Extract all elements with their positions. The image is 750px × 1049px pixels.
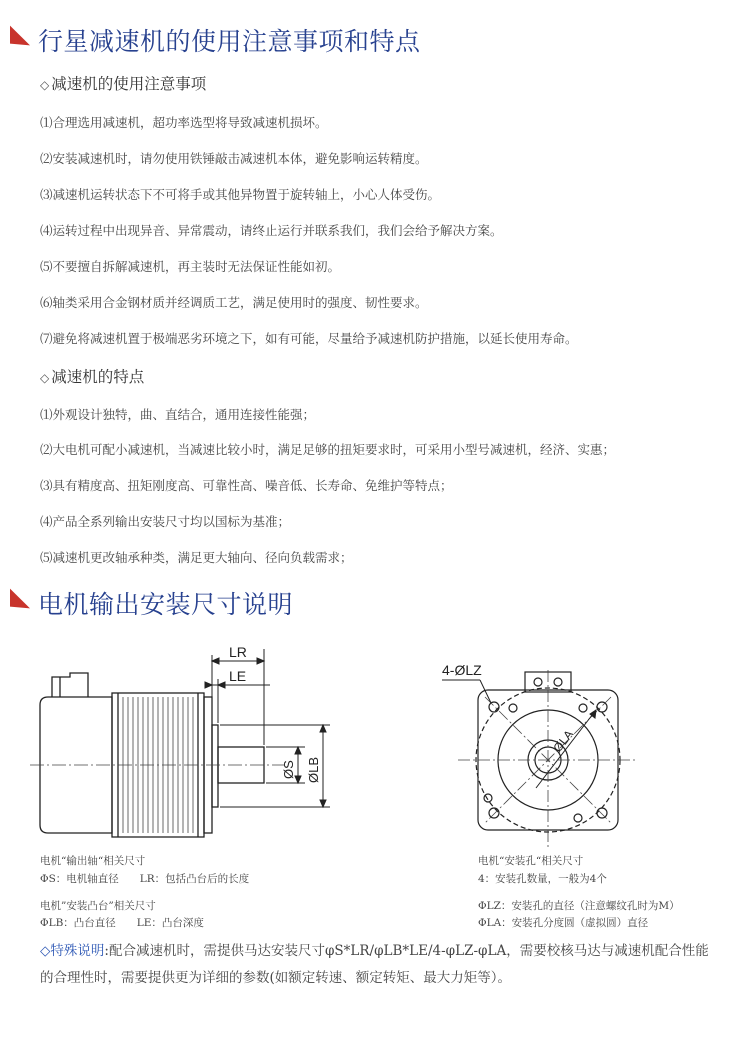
subheading-notes — [40, 72, 206, 94]
caption-holes-heading: 电机“安装孔“相关尺寸 — [478, 855, 584, 867]
dim-label-la: ØLA — [550, 727, 577, 755]
section-title-text: 电机输出安装尺寸说明 — [38, 590, 294, 619]
list-item: ⑵安装减速机时，请勿使用铁锤敲击减速机本体，避免影响运转精度。 — [40, 151, 428, 166]
caption-holes-diameter: ΦLZ：安装孔的直径（注意螺纹孔时为M） — [478, 900, 680, 912]
special-note-text: :配合减速机时，需提供马达安装尺寸φS*LR/φLB*LE/4-φLZ-φLA，需要校核马达与减速机配合性能的合理性时，需要提供更为详细的参数(如额定转速、额定转矩、最大力矩等）。 — [40, 943, 709, 986]
dim-label-s: ØS — [281, 760, 296, 779]
list-item: ⑷运转过程中出现异音、异常震动，请终止运行并联系我们，我们会给予解决方案。 — [40, 223, 503, 238]
caption-boss-heading: 电机”安装凸台”相关尺寸 — [40, 900, 156, 912]
caption-boss-detail: ΦLB：凸台直径 LE：凸台深度 — [40, 917, 204, 929]
list-item: ⑹轴类采用合金钢材质并经调质工艺，满足使用时的强度、韧性要求。 — [40, 295, 428, 310]
section-title-notes — [10, 22, 421, 58]
caption-holes-count: 4：安装孔数量，一般为4个 — [478, 873, 607, 885]
dim-label-lr: LR — [229, 644, 247, 660]
caption-shaft-detail: ΦS：电机轴直径 LR：包括凸台后的长度 — [40, 873, 250, 885]
dim-label-le: LE — [229, 668, 247, 684]
list-item: ⑶减速机运转状态下不可将手或其他异物置于旋转轴上，小心人体受伤。 — [40, 187, 441, 202]
list-item: ⑸不要擅自拆解减速机，再主装时无法保证性能如初。 — [40, 259, 341, 274]
special-note — [40, 938, 710, 992]
subheading-features — [40, 365, 144, 387]
motor-side-view-diagram — [30, 635, 360, 850]
section-title-text: 行星减速机的使用注意事项和特点 — [38, 27, 421, 56]
diamond-bullet-icon: ◇ — [40, 78, 50, 92]
caption-holes-pitch: ΦLA：安装孔分度圆（虚拟圆）直径 — [478, 917, 649, 929]
caption-shaft-heading: 电机“输出轴“相关尺寸 — [40, 855, 146, 867]
list-item: ⑶具有精度高、扭矩刚度高、可靠性高、噪音低、长寿命、免维护等特点； — [40, 478, 453, 493]
dim-label-lb: ØLB — [306, 756, 321, 783]
motor-front-view-diagram — [430, 650, 640, 850]
list-item: ⑵大电机可配小减速机，当减速比较小时，满足足够的扭矩要求时，可采用小型号减速机，经济、实惠； — [40, 442, 616, 457]
section-title-dimensions — [10, 585, 293, 621]
list-item: ⑸减速机更改轴承种类，满足更大轴向、径向负载需求； — [40, 550, 353, 565]
special-note-label: ◇特殊说明 — [40, 943, 105, 959]
red-triangle-marker-icon — [10, 26, 30, 55]
list-item: ⑺避免将减速机置于极端恶劣环境之下，如有可能，尽量给予减速机防护措施，以延长使用寿命。 — [40, 331, 578, 346]
list-item: ⑷产品全系列输出安装尺寸均以国标为基准； — [40, 514, 291, 529]
subheading-text: 减速机的特点 — [51, 368, 145, 386]
red-triangle-marker-icon — [10, 589, 30, 618]
diamond-bullet-icon: ◇ — [40, 371, 50, 385]
list-item: ⑴合理选用减速机，超功率选型将导致减速机损坏。 — [40, 115, 328, 130]
dim-label-lz: 4-ØLZ — [442, 662, 482, 678]
subheading-text: 减速机的使用注意事项 — [51, 75, 207, 93]
list-item: ⑴外观设计独特，曲、直结合，通用连接性能强； — [40, 407, 316, 422]
